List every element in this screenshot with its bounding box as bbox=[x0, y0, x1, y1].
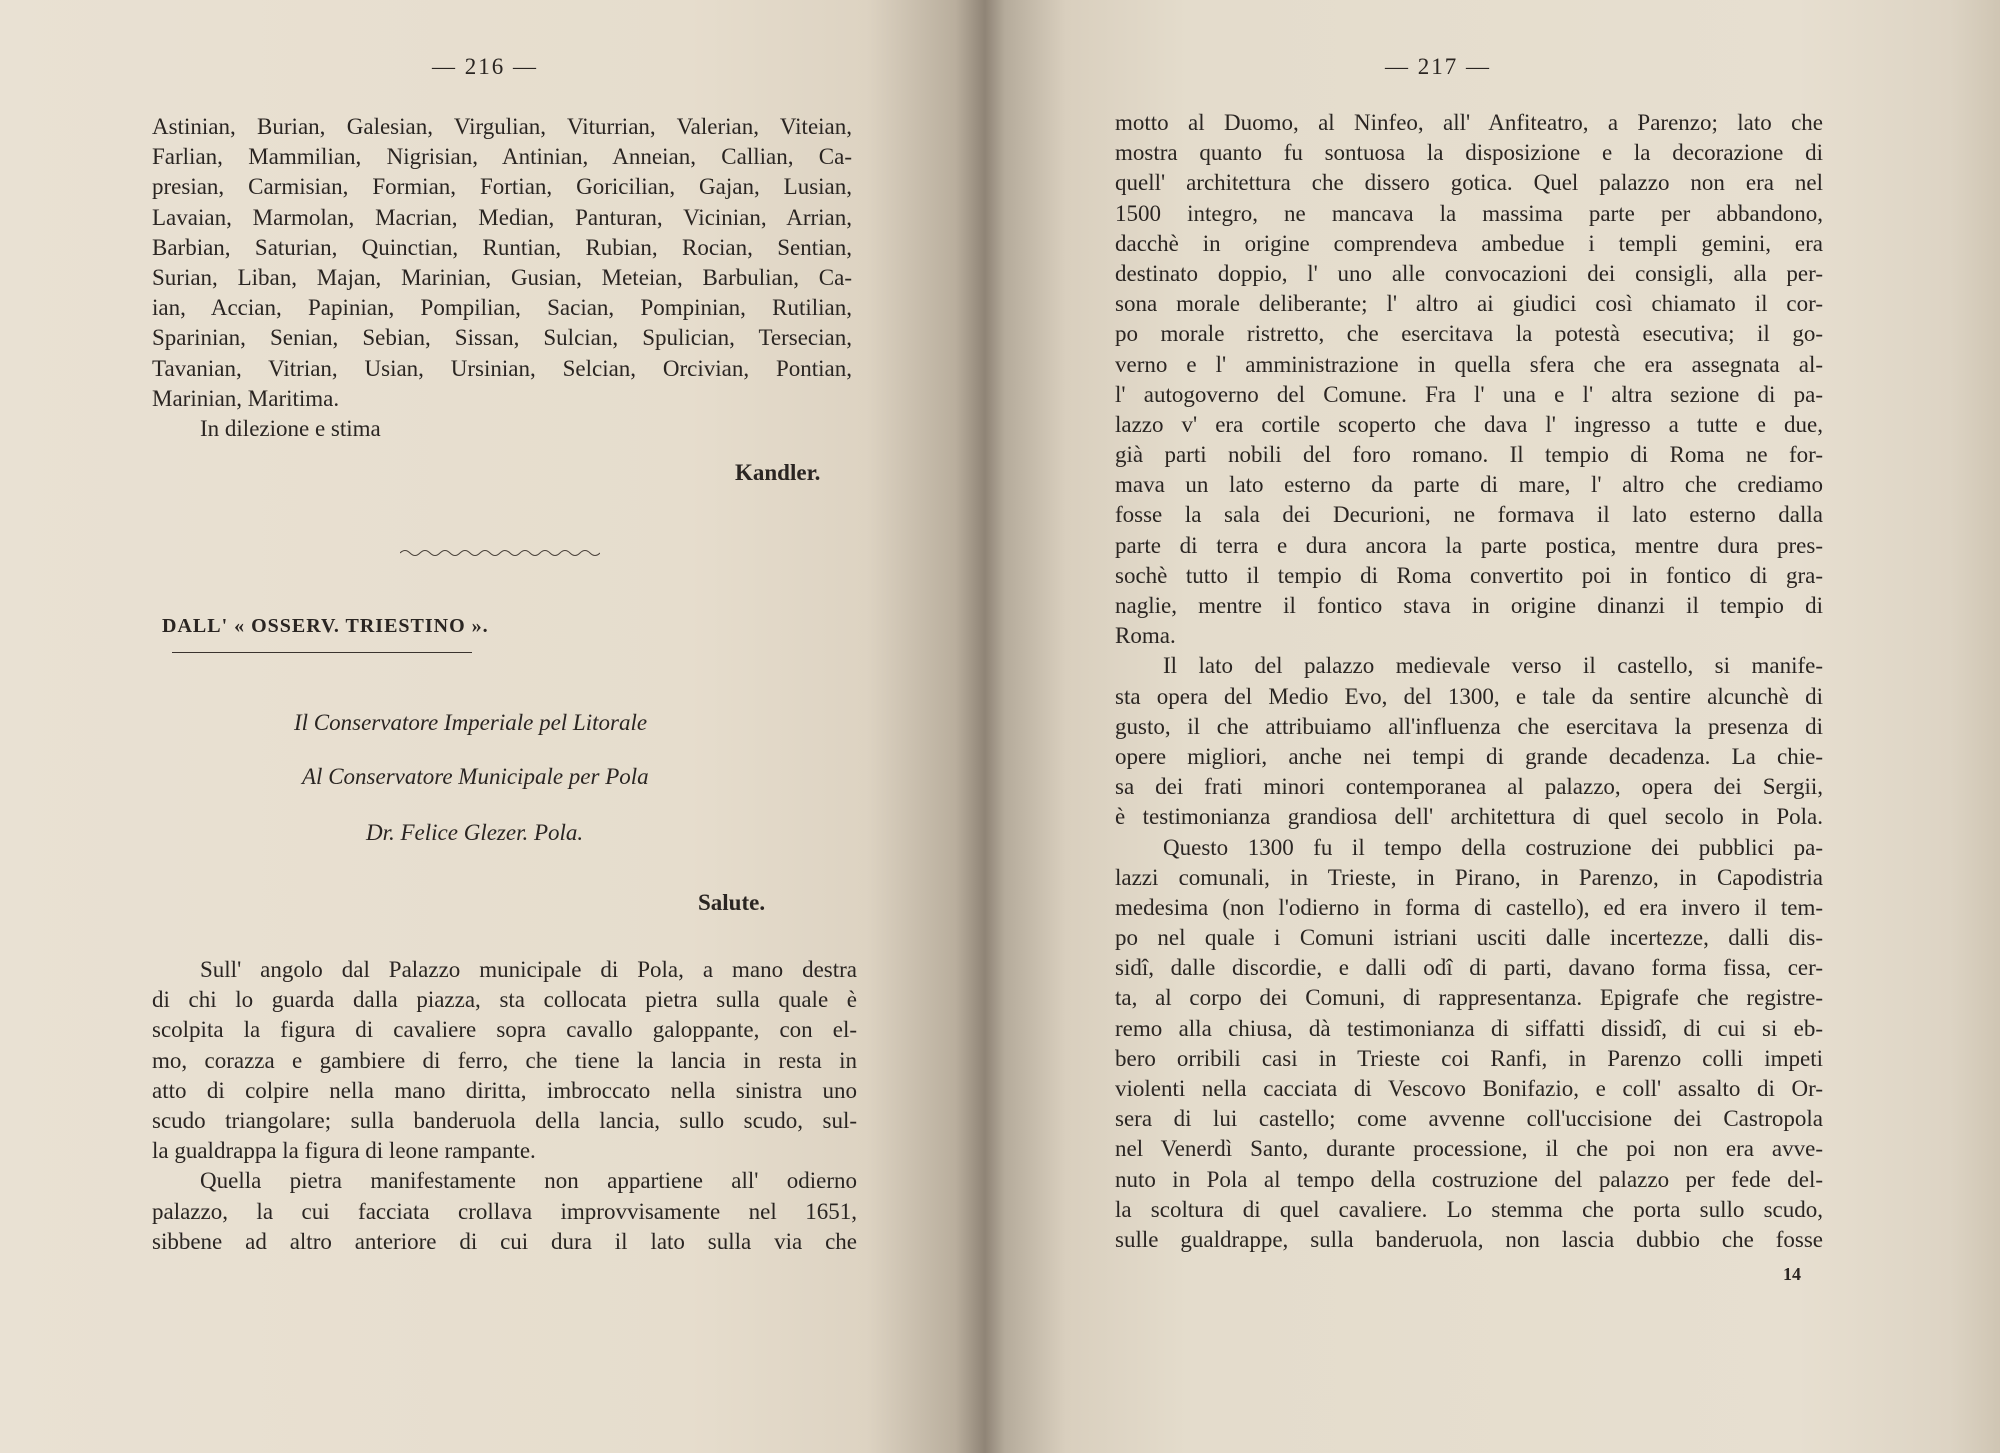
letter-line: sibbene ad altro anteriore di cui dura il lato sulla via che bbox=[152, 1228, 857, 1254]
right-page-number: — 217 — bbox=[1385, 54, 1491, 79]
names-line: Marinian, Maritima. bbox=[152, 385, 340, 411]
body-line: sochè tutto il tempio di Roma convertito poi in fontico di gra- bbox=[1115, 562, 1823, 588]
left-page bbox=[0, 0, 985, 1453]
body-line: mava un lato esterno da parte di mare, l' altro che crediamo bbox=[1115, 472, 1823, 498]
body-line: parte di terra e dura ancora la parte postica, mentre dura pres- bbox=[1115, 532, 1823, 558]
address-line: Dr. Felice Glezer. Pola. bbox=[366, 820, 584, 845]
letter-line: atto di colpire nella mano diritta, imbroccato nella sinistra uno bbox=[152, 1077, 857, 1103]
wavy-divider bbox=[400, 548, 600, 558]
letter-line: scudo triangolare; sulla banderuola della lancia, sullo scudo, sul- bbox=[152, 1107, 857, 1133]
letter-line: la gualdrappa la figura di leone rampante. bbox=[152, 1138, 536, 1164]
heading-underline bbox=[172, 652, 472, 653]
body-line: lazzi comunali, in Trieste, in Pirano, in Parenzo, in Capodistria bbox=[1115, 864, 1823, 890]
body-line: dacchè in origine comprendeva ambedue i templi gemini, era bbox=[1115, 230, 1823, 256]
names-line: Sparinian, Senian, Sebian, Sissan, Sulcian, Spulician, Tersecian, bbox=[152, 325, 852, 351]
names-line: ian, Accian, Papinian, Pompilian, Sacian, Pompinian, Rutilian, bbox=[152, 295, 852, 321]
body-line: fosse la sala dei Decurioni, ne formava il lato esterno dalla bbox=[1115, 502, 1823, 528]
right-body bbox=[1115, 108, 1823, 1255]
body-line: quell' architettura che dissero gotica. Quel palazzo non era nel bbox=[1115, 170, 1823, 196]
body-line: violenti nella cacciata di Vescovo Bonifazio, e coll' assalto di Or- bbox=[1115, 1076, 1823, 1101]
body-line: Questo 1300 fu il tempo della costruzione dei pubblici pa- bbox=[1163, 834, 1823, 860]
signature-mark: 14 bbox=[1783, 1264, 1801, 1284]
names-line: Astinian, Burian, Galesian, Virgulian, Viturrian, Valerian, Viteian, bbox=[152, 114, 852, 139]
body-line: destinato doppio, l' uno alle convocazioni dei consigli, alla per- bbox=[1115, 260, 1823, 286]
body-line: po morale ristretto, che esercitava la potestà esecutiva; il go- bbox=[1115, 321, 1823, 347]
body-line: naglie, mentre il fontico stava in origine dinanzi il tempio di bbox=[1115, 593, 1823, 618]
left-page-number: — 216 — bbox=[432, 54, 538, 79]
letter-line: Sull' angolo dal Palazzo municipale di Pola, a mano destra bbox=[200, 957, 857, 982]
address-line: Al Conservatore Municipale per Pola bbox=[302, 764, 649, 789]
body-line: ta, al corpo dei Comuni, di rappresentanza. Epigrafe che registre- bbox=[1115, 985, 1823, 1011]
body-line: sera di lui castello; come avvenne coll'uccisione dei Castropola bbox=[1115, 1106, 1823, 1132]
names-line: Barbian, Saturian, Quinctian, Runtian, Rubian, Rocian, Sentian, bbox=[152, 234, 852, 260]
body-line: po nel quale i Comuni istriani usciti dalle incertezze, dalli dis- bbox=[1115, 925, 1823, 951]
body-line: 1500 integro, ne mancava la massima parte per abbandono, bbox=[1115, 200, 1823, 226]
body-line: lazzo v' era cortile scoperto che dava l' ingresso a tutte e due, bbox=[1115, 411, 1823, 437]
body-line: nuto in Pola al tempo della costruzione del palazzo per fede del- bbox=[1115, 1166, 1823, 1192]
names-line: Surian, Liban, Majan, Marinian, Gusian, Meteian, Barbulian, Ca- bbox=[152, 264, 852, 290]
section-heading: DALL' « OSSERV. TRIESTINO ». bbox=[162, 615, 489, 637]
signature: Kandler. bbox=[735, 460, 821, 485]
body-line: sulle gualdrappe, sulla banderuola, non lascia dubbio che fosse bbox=[1115, 1226, 1823, 1252]
names-line: presian, Carmisian, Formian, Fortian, Goricilian, Gajan, Lusian, bbox=[152, 174, 852, 200]
body-line: bero orribili casi in Trieste coi Ranfi, in Parenzo colli impeti bbox=[1115, 1045, 1823, 1071]
body-line: mostra quanto fu sontuosa la disposizione e la decorazione di bbox=[1115, 140, 1823, 166]
body-line: motto al Duomo, al Ninfeo, all' Anfiteatro, a Parenzo; lato che bbox=[1115, 110, 1823, 135]
body-line: remo alla chiusa, dà testimonianza di siffatti dissidî, di cui si eb- bbox=[1115, 1015, 1823, 1041]
body-line: gusto, il che attribuiamo all'influenza che esercitava la presenza di bbox=[1115, 713, 1823, 739]
body-line: l' autogoverno del Comune. Fra l' una e l' altra sezione di pa- bbox=[1115, 381, 1823, 407]
body-line: Il lato del palazzo medievale verso il castello, si manife- bbox=[1163, 653, 1823, 679]
letter-line: di chi lo guarda dalla piazza, sta collocata pietra sulla quale è bbox=[152, 987, 857, 1013]
salute: Salute. bbox=[698, 890, 766, 915]
letter-body bbox=[152, 955, 857, 1257]
body-line: è testimonianza grandiosa dell' architettura di quel secolo in Pola. bbox=[1115, 804, 1823, 830]
body-line: Roma. bbox=[1115, 623, 1176, 649]
letter-line: palazzo, la cui facciata crollava improvvisamente nel 1651, bbox=[152, 1198, 857, 1224]
address-line: Il Conservatore Imperiale pel Litorale bbox=[294, 710, 648, 735]
names-line: Farlian, Mammilian, Nigrisian, Antinian, Anneian, Callian, Ca- bbox=[152, 144, 852, 170]
names-list bbox=[152, 112, 852, 444]
letter-line: scolpita la figura di cavaliere sopra cavallo galoppante, con el- bbox=[152, 1017, 857, 1043]
body-line: sa dei frati minori contemporanea al palazzo, opera dei Sergii, bbox=[1115, 774, 1823, 800]
body-line: opere migliori, anche nei tempi di grande decadenza. La chie- bbox=[1115, 743, 1823, 769]
letter-line: Quella pietra manifestamente non appartiene all' odierno bbox=[200, 1168, 857, 1194]
names-line: Tavanian, Vitrian, Usian, Ursinian, Selcian, Orcivian, Pontian, bbox=[152, 355, 852, 381]
right-page bbox=[985, 0, 2000, 1453]
letter-line: mo, corazza e gambiere di ferro, che tiene la lancia in resta in bbox=[152, 1047, 857, 1073]
body-line: medesima (non l'odierno in forma di castello), ed era invero il tem- bbox=[1115, 894, 1823, 920]
closing-line: In dilezione e stima bbox=[200, 415, 381, 441]
body-line: verno e l' amministrazione in quella sfera che era assegnata al- bbox=[1115, 351, 1823, 377]
body-line: sidî, dalle discordie, e dalli odî di parti, davano forma fissa, cer- bbox=[1115, 955, 1823, 981]
body-line: la scoltura di quel cavaliere. Lo stemma che porta sullo scudo, bbox=[1115, 1196, 1823, 1222]
body-line: nel Venerdì Santo, durante processione, il che poi non era avve- bbox=[1115, 1136, 1823, 1162]
body-line: sta opera del Medio Evo, del 1300, e tale da sentire alcunchè di bbox=[1115, 683, 1823, 709]
body-line: sona morale deliberante; l' altro ai giudici così chiamato il cor- bbox=[1115, 291, 1823, 317]
body-line: già parti nobili del foro romano. Il tempio di Roma ne for- bbox=[1115, 442, 1823, 468]
names-line: Lavaian, Marmolan, Macrian, Median, Panturan, Vicinian, Arrian, bbox=[152, 204, 852, 230]
